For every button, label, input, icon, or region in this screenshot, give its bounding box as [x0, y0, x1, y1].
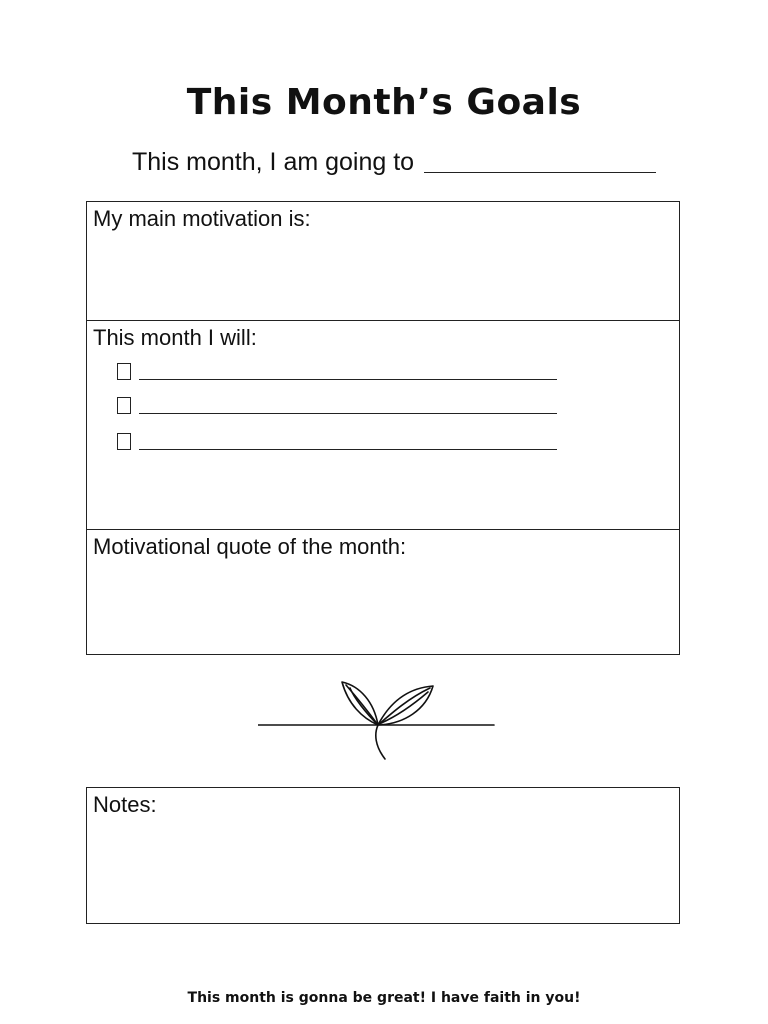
page-title: This Month’s Goals [186, 82, 582, 123]
footer-message: This month is gonna be great! I have faith in you! [187, 990, 581, 1006]
intro-blank-field[interactable] [424, 172, 656, 173]
intro-text: This month, I am going to [132, 148, 415, 176]
quote-label: Motivational quote of the month: [93, 534, 407, 559]
task-item [117, 397, 557, 414]
motivation-box[interactable] [86, 201, 680, 321]
checkbox-icon[interactable] [117, 433, 131, 450]
quote-box[interactable] [86, 529, 680, 655]
task-blank-field[interactable] [139, 413, 557, 414]
task-item [117, 363, 557, 380]
task-item [117, 433, 557, 450]
checkbox-icon[interactable] [117, 363, 131, 380]
motivation-label: My main motivation is: [93, 206, 311, 231]
plan-label: This month I will: [93, 325, 257, 350]
sprout-icon [258, 676, 498, 771]
intro-line [132, 148, 656, 177]
notes-label: Notes: [93, 792, 157, 817]
task-blank-field[interactable] [139, 449, 557, 450]
plan-box [86, 320, 680, 530]
notes-box[interactable] [86, 787, 680, 924]
checkbox-icon[interactable] [117, 397, 131, 414]
task-blank-field[interactable] [139, 379, 557, 380]
